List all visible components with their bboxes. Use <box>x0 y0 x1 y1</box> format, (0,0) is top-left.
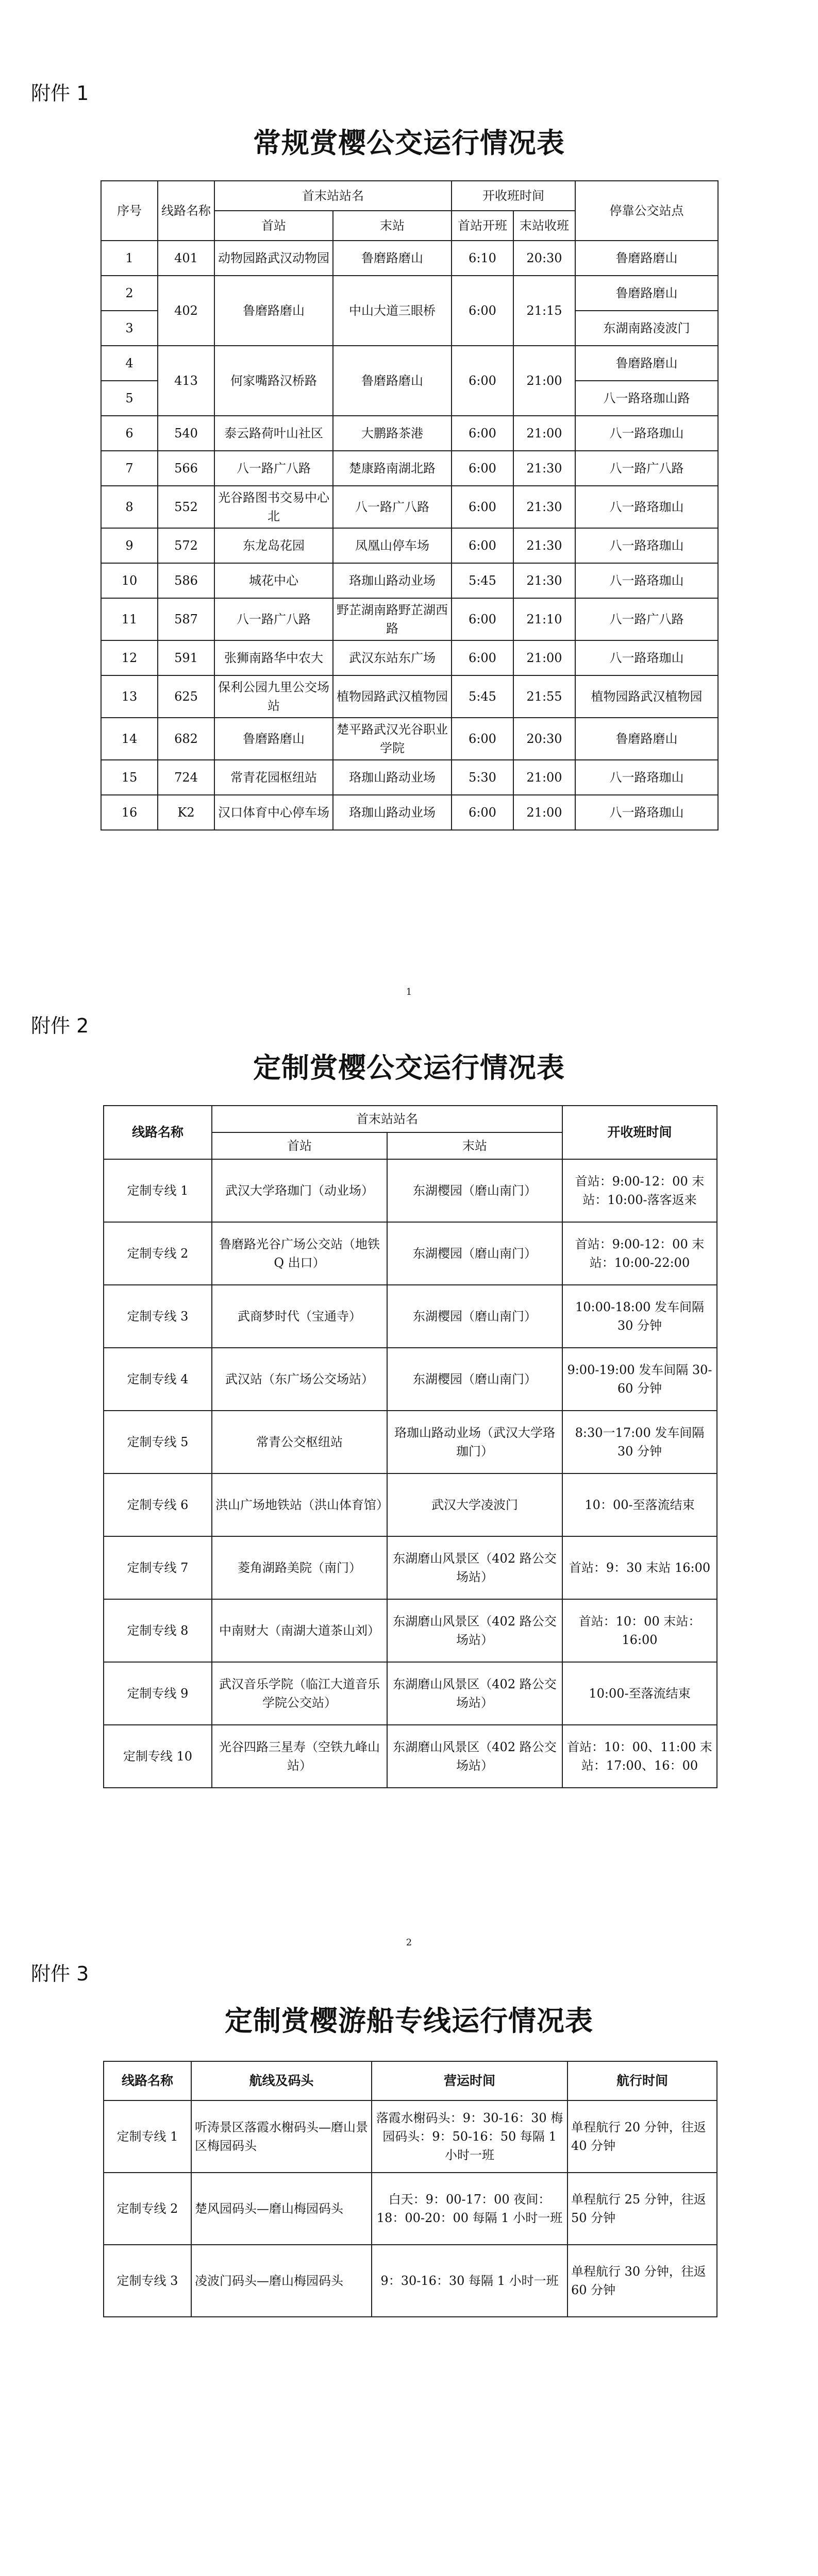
regular-bus-table <box>101 180 719 831</box>
cell-last: 鲁磨路磨山 <box>333 241 452 276</box>
cell-end: 21:30 <box>513 528 575 563</box>
header-route: 线路名称 <box>104 2061 191 2100</box>
cell-service: 9：30-16：30 每隔 1 小时一班 <box>372 2245 567 2317</box>
cell-route: 定制专线 7 <box>104 1536 212 1599</box>
table-row <box>101 640 718 675</box>
cell-first: 鲁磨路磨山 <box>214 718 333 760</box>
cell-dock: 楚风园码头—磨山梅园码头 <box>191 2173 372 2245</box>
table-row <box>101 346 718 381</box>
cell-last: 武汉大学凌波门 <box>387 1473 562 1536</box>
cell-end: 21:30 <box>513 451 575 486</box>
cell-route: 682 <box>158 718 214 760</box>
cell-last: 东湖樱园（磨山南门） <box>387 1348 562 1411</box>
page-title-1: 常规赏樱公交运行情况表 <box>253 127 565 159</box>
cell-stop: 八一路珞珈山路 <box>575 381 718 416</box>
page-title-2: 定制赏樱公交运行情况表 <box>253 1052 565 1084</box>
header-service: 营运时间 <box>372 2061 567 2100</box>
cell-route: 587 <box>158 598 214 640</box>
cell-start: 5:45 <box>452 675 513 718</box>
cell-first: 张狮南路华中农大 <box>214 640 333 675</box>
cell-start: 6:00 <box>452 718 513 760</box>
table-row <box>104 1348 717 1411</box>
table-row <box>104 1285 717 1348</box>
cell-seq: 2 <box>101 276 158 311</box>
table-row <box>104 2245 717 2317</box>
cell-end: 21:10 <box>513 598 575 640</box>
table-row <box>101 598 718 640</box>
cell-first: 汉口体育中心停车场 <box>214 795 333 830</box>
cell-end: 21:00 <box>513 416 575 451</box>
cell-route: 定制专线 6 <box>104 1473 212 1536</box>
cell-route: 定制专线 8 <box>104 1599 212 1662</box>
cell-route: 定制专线 3 <box>104 2245 191 2317</box>
cell-end: 21:00 <box>513 795 575 830</box>
cell-first: 保利公园九里公交场站 <box>214 675 333 718</box>
header-last: 末站 <box>333 211 452 241</box>
table-row <box>104 1599 717 1662</box>
cell-last: 大鹏路茶港 <box>333 416 452 451</box>
cell-end: 21:15 <box>513 276 575 346</box>
cell-time: 10：00-至落流结束 <box>562 1473 717 1536</box>
table-row <box>104 1159 717 1222</box>
table-row <box>101 528 718 563</box>
cell-stop: 八一路珞珈山 <box>575 486 718 528</box>
cell-route: 413 <box>158 346 214 416</box>
cell-last: 东湖樱园（磨山南门） <box>387 1222 562 1285</box>
cell-stop: 八一路广八路 <box>575 598 718 640</box>
cruise-table <box>103 2061 717 2317</box>
table-row <box>104 1662 717 1725</box>
cell-seq: 1 <box>101 241 158 276</box>
annex-label-1: 附件 1 <box>31 82 89 105</box>
cell-time: 首站：10：00、11:00 末站：17:00、16：00 <box>562 1725 717 1788</box>
cell-start: 6:10 <box>452 241 513 276</box>
cell-seq: 15 <box>101 760 158 795</box>
cell-time: 首站：10：00 末站：16:00 <box>562 1599 717 1662</box>
table-row <box>104 1473 717 1536</box>
table-row <box>104 2100 717 2173</box>
cell-seq: 4 <box>101 346 158 381</box>
cell-start: 6:00 <box>452 528 513 563</box>
cell-service: 落霞水榭码头：9：30-16：30 梅园码头：9：50-16：50 每隔 1 小时一班 <box>372 2100 567 2173</box>
table-row <box>104 1536 717 1599</box>
cell-first: 菱角湖路美院（南门） <box>212 1536 387 1599</box>
cell-first: 武商梦时代（宝通寺） <box>212 1285 387 1348</box>
cell-end: 21:30 <box>513 563 575 598</box>
cell-route: 定制专线 3 <box>104 1285 212 1348</box>
cell-end: 21:30 <box>513 486 575 528</box>
cell-first: 武汉大学珞珈门（动业场） <box>212 1159 387 1222</box>
table-row <box>101 718 718 760</box>
cell-last: 东湖磨山风景区（402 路公交场站） <box>387 1725 562 1788</box>
cell-seq: 3 <box>101 311 158 346</box>
header-dock: 航线及码头 <box>191 2061 372 2100</box>
cell-route: 定制专线 1 <box>104 2100 191 2173</box>
cell-route: 定制专线 2 <box>104 2173 191 2245</box>
cell-first: 鲁磨路光谷广场公交站（地铁 Q 出口） <box>212 1222 387 1285</box>
header-first: 首站 <box>212 1132 387 1159</box>
cell-first: 东龙岛花园 <box>214 528 333 563</box>
cell-end: 21:00 <box>513 640 575 675</box>
cell-start: 5:30 <box>452 760 513 795</box>
cell-last: 武汉东站东广场 <box>333 640 452 675</box>
cell-route: 724 <box>158 760 214 795</box>
cell-interval: 单程航行 20 分钟，往返 40 分钟 <box>567 2100 717 2173</box>
cell-first: 光谷四路三星寿（空铁九峰山站） <box>212 1725 387 1788</box>
cell-route: 402 <box>158 276 214 346</box>
cell-interval: 单程航行 30 分钟，往返 60 分钟 <box>567 2245 717 2317</box>
cell-time: 首站：9:00-12：00 末站：10:00-22:00 <box>562 1222 717 1285</box>
cell-first: 鲁磨路磨山 <box>214 276 333 346</box>
annex-label-3: 附件 3 <box>31 1962 89 1985</box>
cell-last: 东湖磨山风景区（402 路公交场站） <box>387 1536 562 1599</box>
header-time: 开收班时间 <box>452 181 575 211</box>
cell-time: 9:00-19:00 发车间隔 30-60 分钟 <box>562 1348 717 1411</box>
table-row <box>101 563 718 598</box>
cell-stop: 鲁磨路磨山 <box>575 276 718 311</box>
table-row <box>101 486 718 528</box>
header-start: 首站开班 <box>452 211 513 241</box>
cell-service: 白天：9：00-17：00 夜间：18：00-20：00 每隔 1 小时一班 <box>372 2173 567 2245</box>
cell-first: 泰云路荷叶山社区 <box>214 416 333 451</box>
cell-first: 八一路广八路 <box>214 451 333 486</box>
cell-last: 珞珈山路动业场 <box>333 563 452 598</box>
cell-start: 6:00 <box>452 276 513 346</box>
cell-end: 20:30 <box>513 718 575 760</box>
table-row <box>104 1725 717 1788</box>
cell-stop: 八一路珞珈山 <box>575 563 718 598</box>
cell-first: 城花中心 <box>214 563 333 598</box>
cell-seq: 7 <box>101 451 158 486</box>
cell-first: 常青公交枢纽站 <box>212 1411 387 1473</box>
cell-route: 552 <box>158 486 214 528</box>
cell-stop: 鲁磨路磨山 <box>575 718 718 760</box>
cell-seq: 11 <box>101 598 158 640</box>
header-terminus: 首末站站名 <box>212 1106 562 1132</box>
cell-seq: 12 <box>101 640 158 675</box>
cell-first: 武汉站（东广场公交场站） <box>212 1348 387 1411</box>
page-title-3: 定制赏樱游船专线运行情况表 <box>225 2005 593 2037</box>
cell-seq: 14 <box>101 718 158 760</box>
header-stop: 停靠公交站点 <box>575 181 718 241</box>
header-first: 首站 <box>214 211 333 241</box>
cell-last: 珞珈山路动业场（武汉大学珞珈门） <box>387 1411 562 1473</box>
header-last: 末站 <box>387 1132 562 1159</box>
table-row <box>101 795 718 830</box>
cell-seq: 10 <box>101 563 158 598</box>
page-number-1: 1 <box>406 987 412 997</box>
cell-first: 光谷路图书交易中心北 <box>214 486 333 528</box>
cell-last: 凤凰山停车场 <box>333 528 452 563</box>
cell-last: 楚平路武汉光谷职业学院 <box>333 718 452 760</box>
cell-time: 首站：9:00-12：00 末站：10:00-落客返来 <box>562 1159 717 1222</box>
cell-seq: 16 <box>101 795 158 830</box>
table-row <box>101 760 718 795</box>
cell-start: 6:00 <box>452 640 513 675</box>
annex-label-2: 附件 2 <box>31 1014 89 1037</box>
cell-route: 定制专线 2 <box>104 1222 212 1285</box>
cell-end: 21:00 <box>513 346 575 416</box>
header-interval: 航行时间 <box>567 2061 717 2100</box>
cell-seq: 6 <box>101 416 158 451</box>
cell-first: 中南财大（南湖大道茶山刘） <box>212 1599 387 1662</box>
cell-stop: 八一路珞珈山 <box>575 528 718 563</box>
cell-last: 中山大道三眼桥 <box>333 276 452 346</box>
cell-stop: 八一路广八路 <box>575 451 718 486</box>
cell-route: 定制专线 4 <box>104 1348 212 1411</box>
header-time: 开收班时间 <box>562 1106 717 1159</box>
cell-time: 10:00-至落流结束 <box>562 1662 717 1725</box>
cell-route: 定制专线 9 <box>104 1662 212 1725</box>
table-row <box>101 451 718 486</box>
cell-first: 洪山广场地铁站（洪山体育馆） <box>212 1473 387 1536</box>
cell-first: 何家嘴路汉桥路 <box>214 346 333 416</box>
header-terminus: 首末站站名 <box>214 181 452 211</box>
cell-last: 鲁磨路磨山 <box>333 346 452 416</box>
cell-stop: 鲁磨路磨山 <box>575 346 718 381</box>
cell-stop: 东湖南路凌波门 <box>575 311 718 346</box>
table-row <box>104 1222 717 1285</box>
cell-interval: 单程航行 25 分钟，往返 50 分钟 <box>567 2173 717 2245</box>
cell-first: 八一路广八路 <box>214 598 333 640</box>
header-route: 线路名称 <box>104 1106 212 1159</box>
cell-route: 566 <box>158 451 214 486</box>
cell-route: 625 <box>158 675 214 718</box>
cell-route: 401 <box>158 241 214 276</box>
cell-seq: 9 <box>101 528 158 563</box>
table-row <box>101 241 718 276</box>
cell-first: 动物园路武汉动物园 <box>214 241 333 276</box>
cell-dock: 凌波门码头—磨山梅园码头 <box>191 2245 372 2317</box>
cell-start: 6:00 <box>452 795 513 830</box>
cell-stop: 植物园路武汉植物园 <box>575 675 718 718</box>
cell-last: 珞珈山路动业场 <box>333 760 452 795</box>
cell-first: 常青花园枢纽站 <box>214 760 333 795</box>
cell-start: 6:00 <box>452 416 513 451</box>
cell-end: 21:00 <box>513 760 575 795</box>
cell-stop: 八一路珞珈山 <box>575 416 718 451</box>
cell-time: 10:00-18:00 发车间隔 30 分钟 <box>562 1285 717 1348</box>
cell-last: 植物园路武汉植物园 <box>333 675 452 718</box>
cell-seq: 8 <box>101 486 158 528</box>
cell-last: 东湖磨山风景区（402 路公交场站） <box>387 1662 562 1725</box>
cell-stop: 八一路珞珈山 <box>575 640 718 675</box>
table-row <box>104 1411 717 1473</box>
table-row <box>101 675 718 718</box>
cell-dock: 听涛景区落霞水榭码头—磨山景区梅园码头 <box>191 2100 372 2173</box>
cell-seq: 5 <box>101 381 158 416</box>
custom-bus-table <box>103 1105 717 1788</box>
cell-time: 首站：9：30 末站 16:00 <box>562 1536 717 1599</box>
cell-route: 572 <box>158 528 214 563</box>
cell-last: 东湖樱园（磨山南门） <box>387 1285 562 1348</box>
cell-end: 20:30 <box>513 241 575 276</box>
table-row <box>101 416 718 451</box>
cell-last: 野芷湖南路野芷湖西路 <box>333 598 452 640</box>
header-end: 末站收班 <box>513 211 575 241</box>
cell-start: 6:00 <box>452 486 513 528</box>
cell-stop: 八一路珞珈山 <box>575 795 718 830</box>
cell-route: 定制专线 10 <box>104 1725 212 1788</box>
cell-stop: 鲁磨路磨山 <box>575 241 718 276</box>
cell-start: 6:00 <box>452 346 513 416</box>
cell-start: 6:00 <box>452 598 513 640</box>
header-seq: 序号 <box>101 181 158 241</box>
cell-last: 东湖樱园（磨山南门） <box>387 1159 562 1222</box>
table-row <box>104 2173 717 2245</box>
cell-start: 6:00 <box>452 451 513 486</box>
cell-route: 定制专线 5 <box>104 1411 212 1473</box>
cell-last: 珞珈山路动业场 <box>333 795 452 830</box>
cell-stop: 八一路珞珈山 <box>575 760 718 795</box>
cell-route: 586 <box>158 563 214 598</box>
cell-last: 八一路广八路 <box>333 486 452 528</box>
cell-route: K2 <box>158 795 214 830</box>
header-route: 线路名称 <box>158 181 214 241</box>
cell-last: 楚康路南湖北路 <box>333 451 452 486</box>
cell-route: 591 <box>158 640 214 675</box>
cell-end: 21:55 <box>513 675 575 718</box>
page-number-2: 2 <box>406 1937 412 1948</box>
table-row <box>101 276 718 311</box>
cell-last: 东湖磨山风景区（402 路公交场站） <box>387 1599 562 1662</box>
cell-start: 5:45 <box>452 563 513 598</box>
cell-first: 武汉音乐学院（临江大道音乐学院公交站） <box>212 1662 387 1725</box>
cell-seq: 13 <box>101 675 158 718</box>
cell-time: 8:30一17:00 发车间隔 30 分钟 <box>562 1411 717 1473</box>
cell-route: 540 <box>158 416 214 451</box>
cell-route: 定制专线 1 <box>104 1159 212 1222</box>
